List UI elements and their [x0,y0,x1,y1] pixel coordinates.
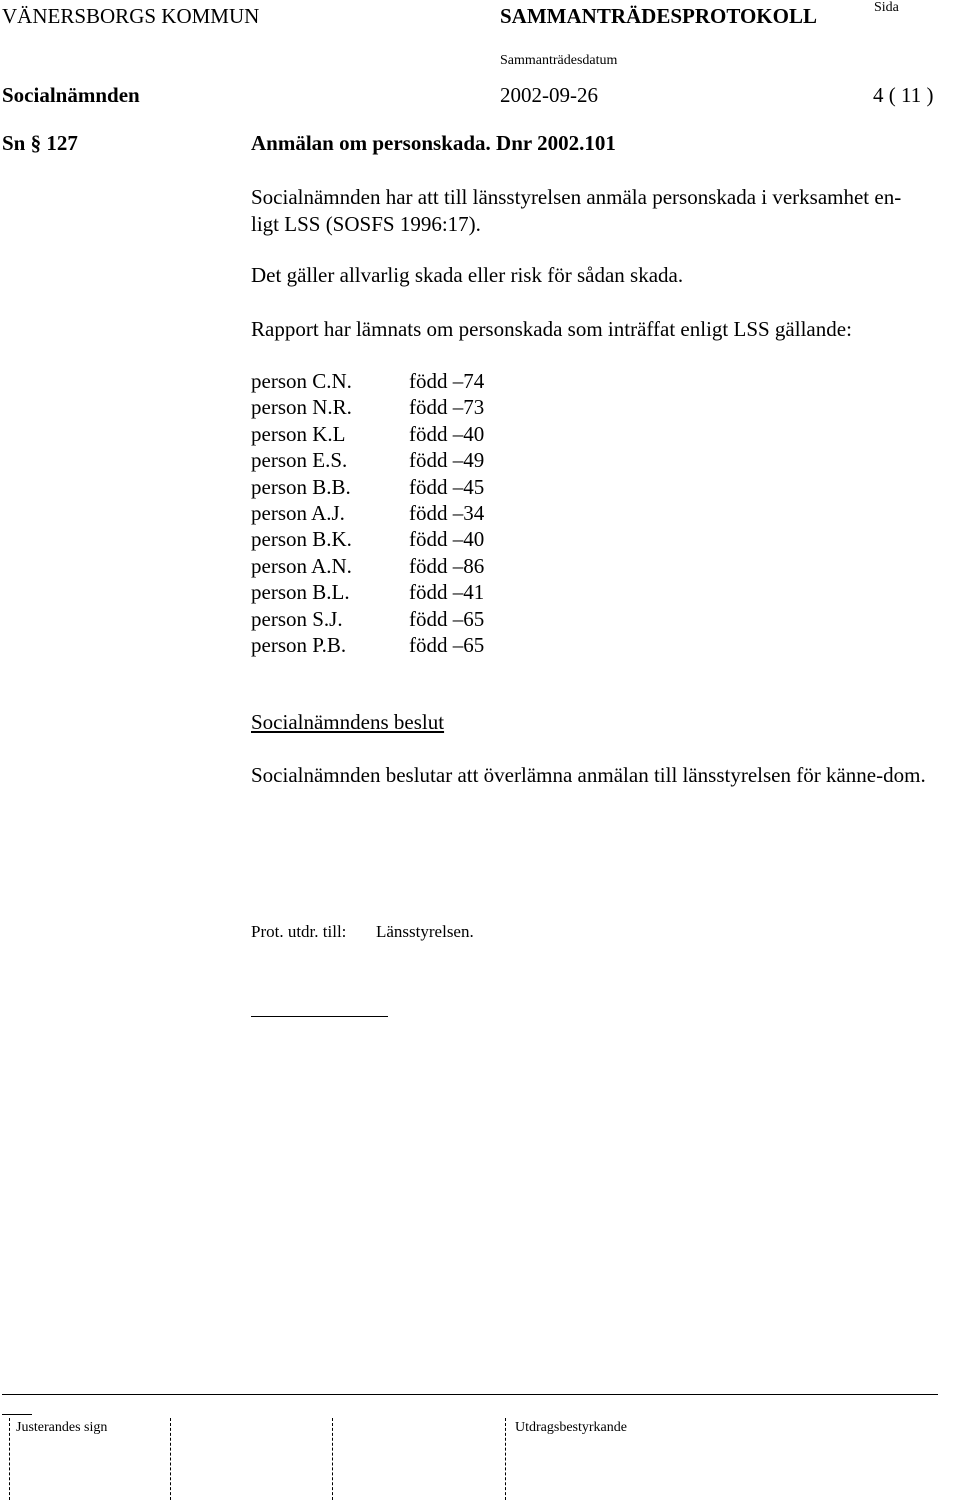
footer-divider [2,1394,938,1395]
list-item [251,394,484,420]
person-born: född –34 [409,500,485,525]
person-name: person A.J. [251,500,345,525]
organization-name: VÄNERSBORGS KOMMUN [2,4,260,28]
signature-box-divider [9,1418,10,1500]
person-name: person C.N. [251,369,352,393]
page-label: Sida [874,0,899,15]
paragraph-number: Sn § 127 [2,131,78,155]
page-number: 4 ( 11 ) [873,83,934,107]
list-item [251,368,484,394]
person-born: född –73 [409,395,485,420]
person-born: född –65 [409,632,485,657]
person-name: person B.B. [251,474,351,499]
list-item [251,606,484,632]
person-born: född –65 [409,606,485,631]
person-name: person K.L [251,421,346,446]
footer-tick [2,1414,32,1415]
sign-label: Justerandes sign [16,1420,108,1435]
list-item [251,447,484,473]
person-name: person E.S. [251,448,348,473]
section-title: Anmälan om personskada. Dnr 2002.101 [251,131,616,155]
intro-line-2: ligt LSS (SOSFS 1996:17). [251,212,481,236]
person-born: född –74 [409,369,485,393]
person-born: född –45 [409,474,485,499]
person-name: person P.B. [251,632,347,657]
person-born: född –40 [409,421,485,446]
distribution-label: Prot. utdr. till: [251,922,347,941]
meeting-date: 2002-09-26 [500,83,598,107]
severity-paragraph: Det gäller allvarlig skada eller risk för sådan skada. [251,263,684,287]
signature-line [251,1016,388,1017]
date-label: Sammanträdesdatum [500,53,618,68]
intro-paragraph [251,184,901,238]
list-item [251,632,484,658]
decision-heading: Socialnämndens beslut [251,710,445,734]
distribution-value: Länsstyrelsen. [376,922,474,941]
list-item [251,526,484,552]
person-name: person S.J. [251,606,343,631]
document-type: SAMMANTRÄDESPROTOKOLL [500,4,817,28]
person-name: person A.N. [251,553,352,578]
extract-label: Utdragsbestyrkande [515,1420,627,1435]
person-born: född –86 [409,553,485,578]
signature-box-divider [170,1418,171,1500]
person-name: person N.R. [251,395,352,420]
person-born: född –41 [409,580,485,605]
person-list [251,368,484,658]
signature-box-divider [505,1418,506,1500]
list-item [251,421,484,447]
list-item [251,474,484,500]
decision-text: Socialnämnden beslutar att överlämna anmälan till länsstyrelsen för känne-dom. [251,763,926,787]
list-item [251,500,484,526]
board-name: Socialnämnden [2,83,140,107]
list-item [251,553,484,579]
person-born: född –40 [409,527,485,552]
intro-line-1: Socialnämnden har att till länsstyrelsen anmäla personskada i verksamhet en- [251,185,902,209]
person-born: född –49 [409,448,485,473]
signature-box-divider [332,1418,333,1500]
person-name: person B.K. [251,527,352,552]
person-name: person B.L. [251,580,350,605]
report-paragraph: Rapport har lämnats om personskada som inträffat enligt LSS gällande: [251,317,852,341]
list-item [251,579,484,605]
